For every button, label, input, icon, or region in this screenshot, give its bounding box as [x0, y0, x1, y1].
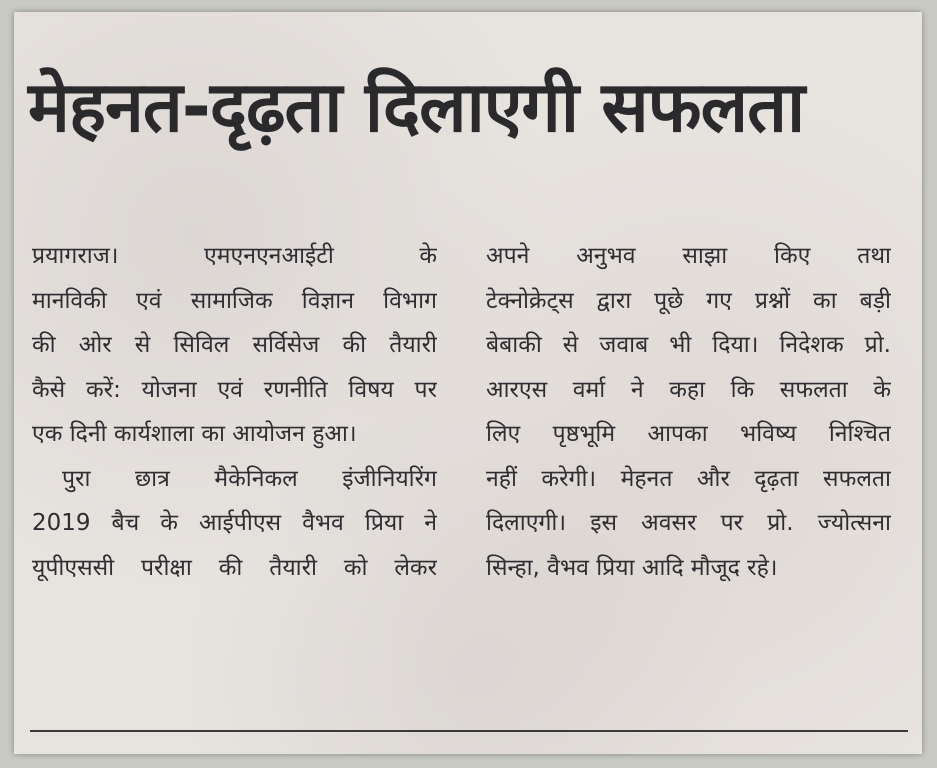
right-column — [486, 234, 891, 590]
left-column — [32, 234, 437, 590]
text-line: एक दिनी कार्यशाला का आयोजन हुआ। — [32, 421, 357, 447]
text-line: 2019 बैच के आईपीएस वैभव प्रिया ने — [32, 510, 437, 536]
text-line: नहीं करेगी। मेहनत और दृढ़ता सफलता — [486, 465, 891, 492]
text-line: अपने अनुभव साझा किए तथा — [486, 243, 891, 269]
text-line: टेक्नोक्रेट्स द्वारा पूछे गए प्रश्नों का बड़ी — [486, 287, 891, 314]
bottom-rule — [30, 730, 908, 732]
text-line: पुरा छात्र मैकेनिकल इंजीनियरिंग — [62, 465, 437, 492]
text-line: मानविकी एवं सामाजिक विज्ञान विभाग — [32, 287, 437, 314]
text-line: कैसे करें: योजना एवं रणनीति विषय पर — [32, 376, 437, 403]
text-line: बेबाकी से जवाब भी दिया। निदेशक प्रो. — [486, 332, 891, 358]
text-line: आरएस वर्मा ने कहा कि सफलता के — [486, 376, 891, 403]
headline: मेहनत-दृढ़ता दिलाएगी सफलता — [28, 66, 805, 148]
text-line: दिलाएगी। इस अवसर पर प्रो. ज्योत्सना — [486, 510, 891, 536]
text-line: प्रयागराज। एमएनएनआईटी के — [32, 243, 437, 269]
newspaper-clipping — [14, 12, 922, 754]
text-line: सिन्हा, वैभव प्रिया आदि मौजूद रहे। — [486, 554, 778, 581]
text-line: की ओर से सिविल सर्विसेज की तैयारी — [32, 332, 437, 358]
text-line: यूपीएससी परीक्षा की तैयारी को लेकर — [32, 554, 437, 581]
text-line: लिए पृष्ठभूमि आपका भविष्य निश्चित — [486, 421, 891, 447]
